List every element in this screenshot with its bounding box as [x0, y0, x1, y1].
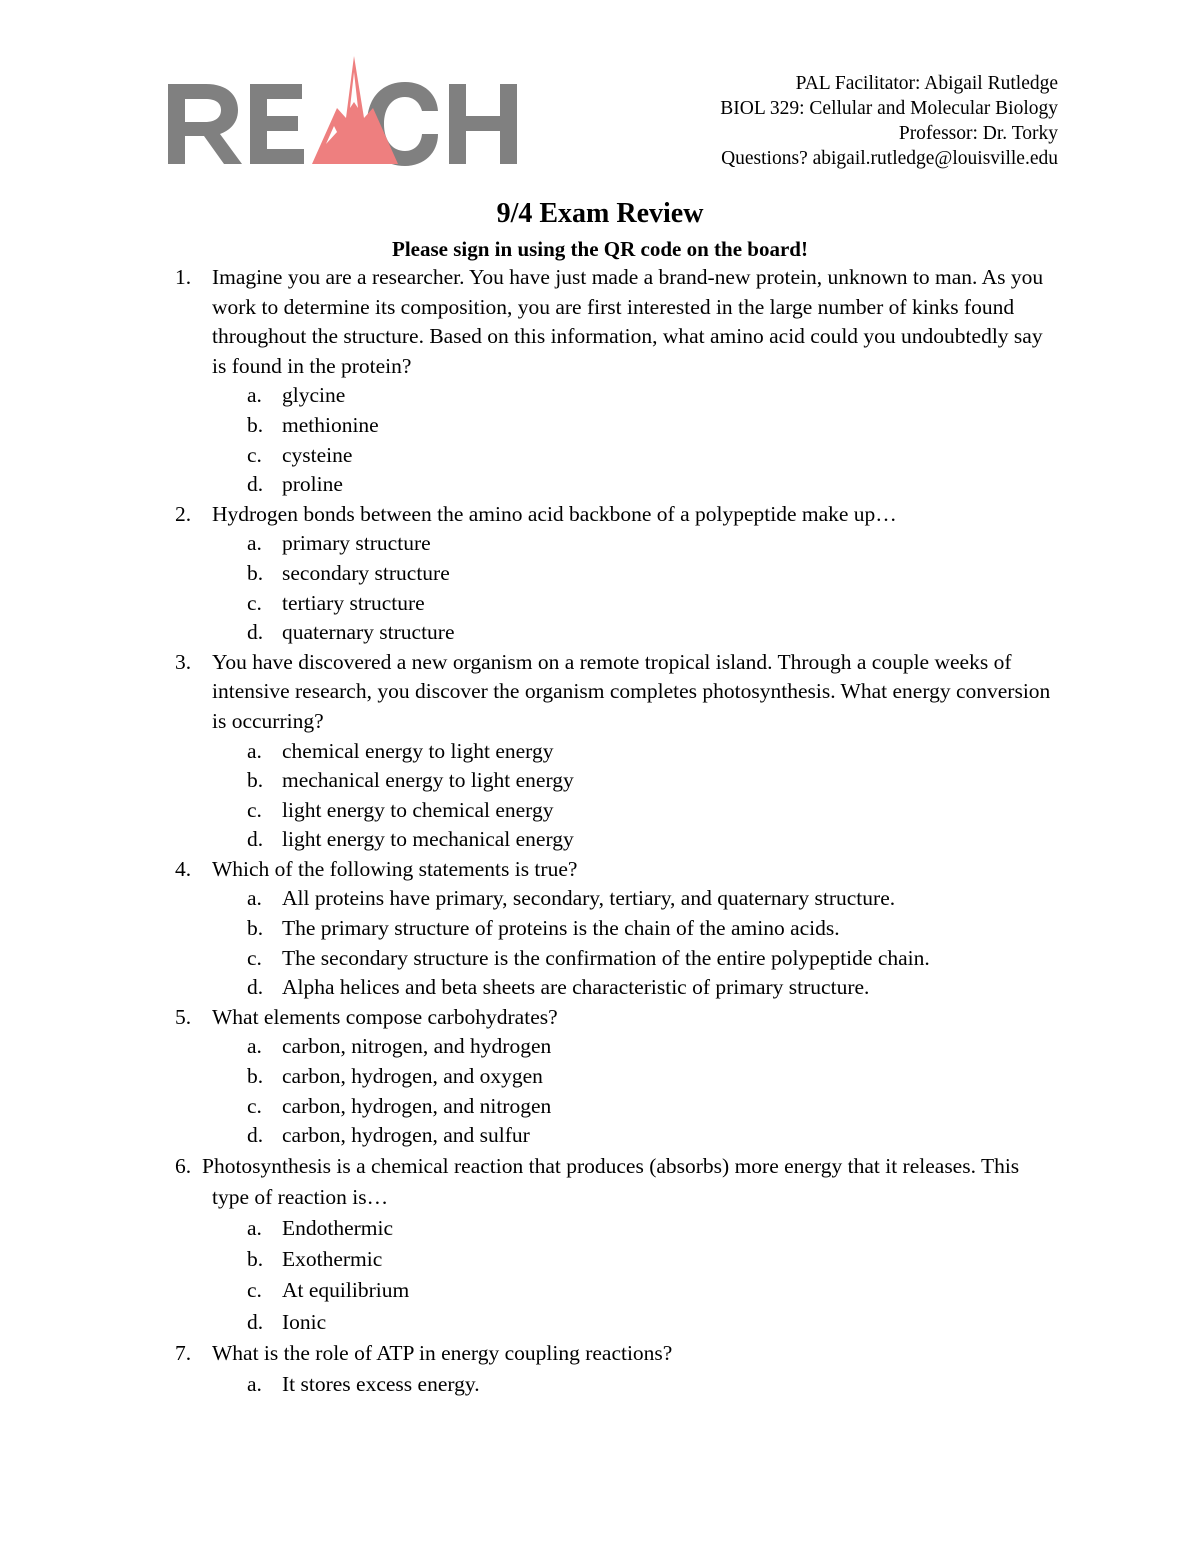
answer-option: [0, 441, 1055, 471]
question-text: Hydrogen bonds between the amino acid backbone of a polypeptide make up…: [212, 501, 897, 526]
option-text: methionine: [282, 412, 379, 437]
option-text: tertiary structure: [282, 590, 425, 615]
question-text: You have discovered a new organism on a remote tropical island. Through a couple weeks of intensive research, you discover the organism completes photosynthesis. What energy conversion is occurring?: [212, 649, 1051, 733]
answer-option: [0, 1369, 1055, 1400]
question-number: 6.: [175, 1153, 192, 1178]
answer-option: [0, 737, 1055, 767]
answer-options: [212, 1213, 1055, 1338]
option-letter: a.: [247, 738, 262, 763]
question-number: 5.: [175, 1004, 192, 1029]
option-letter: d.: [247, 827, 264, 852]
answer-option: [0, 470, 1055, 500]
option-text: primary structure: [282, 531, 431, 556]
option-letter: c.: [247, 945, 262, 970]
question-number: 2.: [175, 501, 192, 526]
option-letter: c.: [247, 797, 262, 822]
option-letter: b.: [247, 560, 264, 585]
option-text: cysteine: [282, 442, 353, 467]
answer-option: [0, 529, 1055, 559]
option-text: All proteins have primary, secondary, tertiary, and quaternary structure.: [282, 886, 896, 911]
question-1: [0, 263, 1200, 500]
professor-line: Professor: Dr. Torky: [898, 123, 1058, 144]
question-4: [0, 855, 1200, 1003]
answer-option: [0, 1307, 1055, 1338]
option-text: quaternary structure: [282, 620, 455, 645]
option-letter: a.: [247, 1215, 262, 1240]
option-letter: c.: [247, 442, 262, 467]
question-3: [0, 648, 1200, 855]
question-text: Photosynthesis is a chemical reaction that produces (absorbs) more energy that it releases. This type of reaction is…: [202, 1153, 1020, 1209]
option-text: carbon, nitrogen, and hydrogen: [282, 1034, 552, 1059]
option-text: Alpha helices and beta sheets are characteristic of primary structure.: [282, 975, 870, 1000]
contact-line: Questions? abigail.rutledge@louisville.edu: [721, 148, 1058, 169]
answer-option: [0, 381, 1055, 411]
question-2: [0, 500, 1200, 648]
answer-option: [0, 1244, 1055, 1275]
option-text: Exothermic: [282, 1247, 383, 1272]
option-letter: b.: [247, 768, 264, 793]
option-text: At equilibrium: [282, 1278, 410, 1303]
answer-option: [0, 559, 1055, 589]
option-text: light energy to mechanical energy: [282, 827, 574, 852]
question-list: [0, 263, 1200, 1400]
option-letter: d.: [247, 1309, 264, 1334]
option-text: Endothermic: [282, 1215, 394, 1240]
option-letter: b.: [247, 1064, 264, 1089]
course-line: BIOL 329: Cellular and Molecular Biology: [720, 98, 1058, 119]
option-letter: c.: [247, 590, 262, 615]
option-text: The secondary structure is the confirmation of the entire polypeptide chain.: [282, 945, 930, 970]
answer-option: [0, 973, 1055, 1003]
question-number: 4.: [175, 856, 192, 881]
option-letter: b.: [247, 916, 264, 941]
question-5: [0, 1003, 1200, 1151]
option-letter: c.: [247, 1093, 262, 1118]
option-text: The primary structure of proteins is the chain of the amino acids.: [282, 916, 840, 941]
question-text: What is the role of ATP in energy coupling reactions?: [212, 1341, 673, 1365]
option-letter: d.: [247, 472, 264, 497]
option-letter: a.: [247, 886, 262, 911]
answer-options: [212, 381, 1055, 499]
page-title: 9/4 Exam Review: [496, 198, 704, 229]
option-letter: d.: [247, 975, 264, 1000]
answer-option: [0, 796, 1055, 826]
question-7: [0, 1338, 1200, 1400]
answer-option: [0, 914, 1055, 944]
answer-option: [0, 1032, 1055, 1062]
option-text: proline: [282, 472, 343, 497]
answer-option: [0, 944, 1055, 974]
option-text: chemical energy to light energy: [282, 738, 554, 763]
option-text: carbon, hydrogen, and nitrogen: [282, 1093, 552, 1118]
answer-option: [0, 1062, 1055, 1092]
option-text: Ionic: [282, 1309, 327, 1334]
option-letter: d.: [247, 620, 264, 645]
option-letter: c.: [247, 1278, 262, 1303]
logo-letter-h: [449, 84, 517, 164]
option-text: light energy to chemical energy: [282, 797, 554, 822]
option-letter: a.: [247, 383, 262, 408]
option-text: It stores excess energy.: [282, 1372, 480, 1396]
question-text: What elements compose carbohydrates?: [212, 1004, 558, 1029]
option-letter: a.: [247, 1034, 262, 1059]
option-letter: a.: [247, 1372, 262, 1396]
logo-letter-e: [250, 84, 304, 164]
logo-letter-r: [168, 84, 242, 164]
option-text: carbon, hydrogen, and oxygen: [282, 1064, 543, 1089]
question-text: Which of the following statements is true?: [212, 856, 578, 881]
answer-options: [212, 884, 1055, 1002]
question-number: 1.: [175, 265, 192, 289]
option-text: secondary structure: [282, 560, 450, 585]
question-text: Imagine you are a researcher. You have just made a brand-new protein, unknown to man. As you work to determine its composition, you are first interested in the large number of kinks found throughout the structure. Based on this information, what amino acid could you undoubtedly say is found in the protein?: [212, 265, 1044, 378]
answer-options: [212, 1032, 1055, 1150]
option-letter: b.: [247, 1247, 264, 1272]
answer-options: [212, 737, 1055, 855]
answer-option: [0, 589, 1055, 619]
option-letter: a.: [247, 531, 262, 556]
answer-option: [0, 1275, 1055, 1306]
answer-option: [0, 884, 1055, 914]
option-text: carbon, hydrogen, and sulfur: [282, 1123, 530, 1148]
answer-option: [0, 1213, 1055, 1244]
facilitator-line: PAL Facilitator: Abigail Rutledge: [795, 73, 1058, 94]
answer-options: [212, 1369, 1055, 1400]
question-number: 7.: [175, 1341, 192, 1365]
option-text: glycine: [282, 383, 346, 408]
answer-option: [0, 411, 1055, 441]
option-text: mechanical energy to light energy: [282, 768, 574, 793]
page-subtitle: Please sign in using the QR code on the board!: [392, 237, 808, 261]
question-6: [0, 1151, 1200, 1338]
answer-option: [0, 766, 1055, 796]
answer-option: [0, 618, 1055, 648]
header-info: [720, 71, 1058, 171]
option-letter: d.: [247, 1123, 264, 1148]
question-number: 3.: [175, 649, 192, 674]
answer-options: [212, 529, 1055, 647]
option-letter: b.: [247, 412, 264, 437]
answer-option: [0, 825, 1055, 855]
answer-option: [0, 1121, 1055, 1151]
reach-logo: [166, 56, 540, 168]
answer-option: [0, 1092, 1055, 1122]
